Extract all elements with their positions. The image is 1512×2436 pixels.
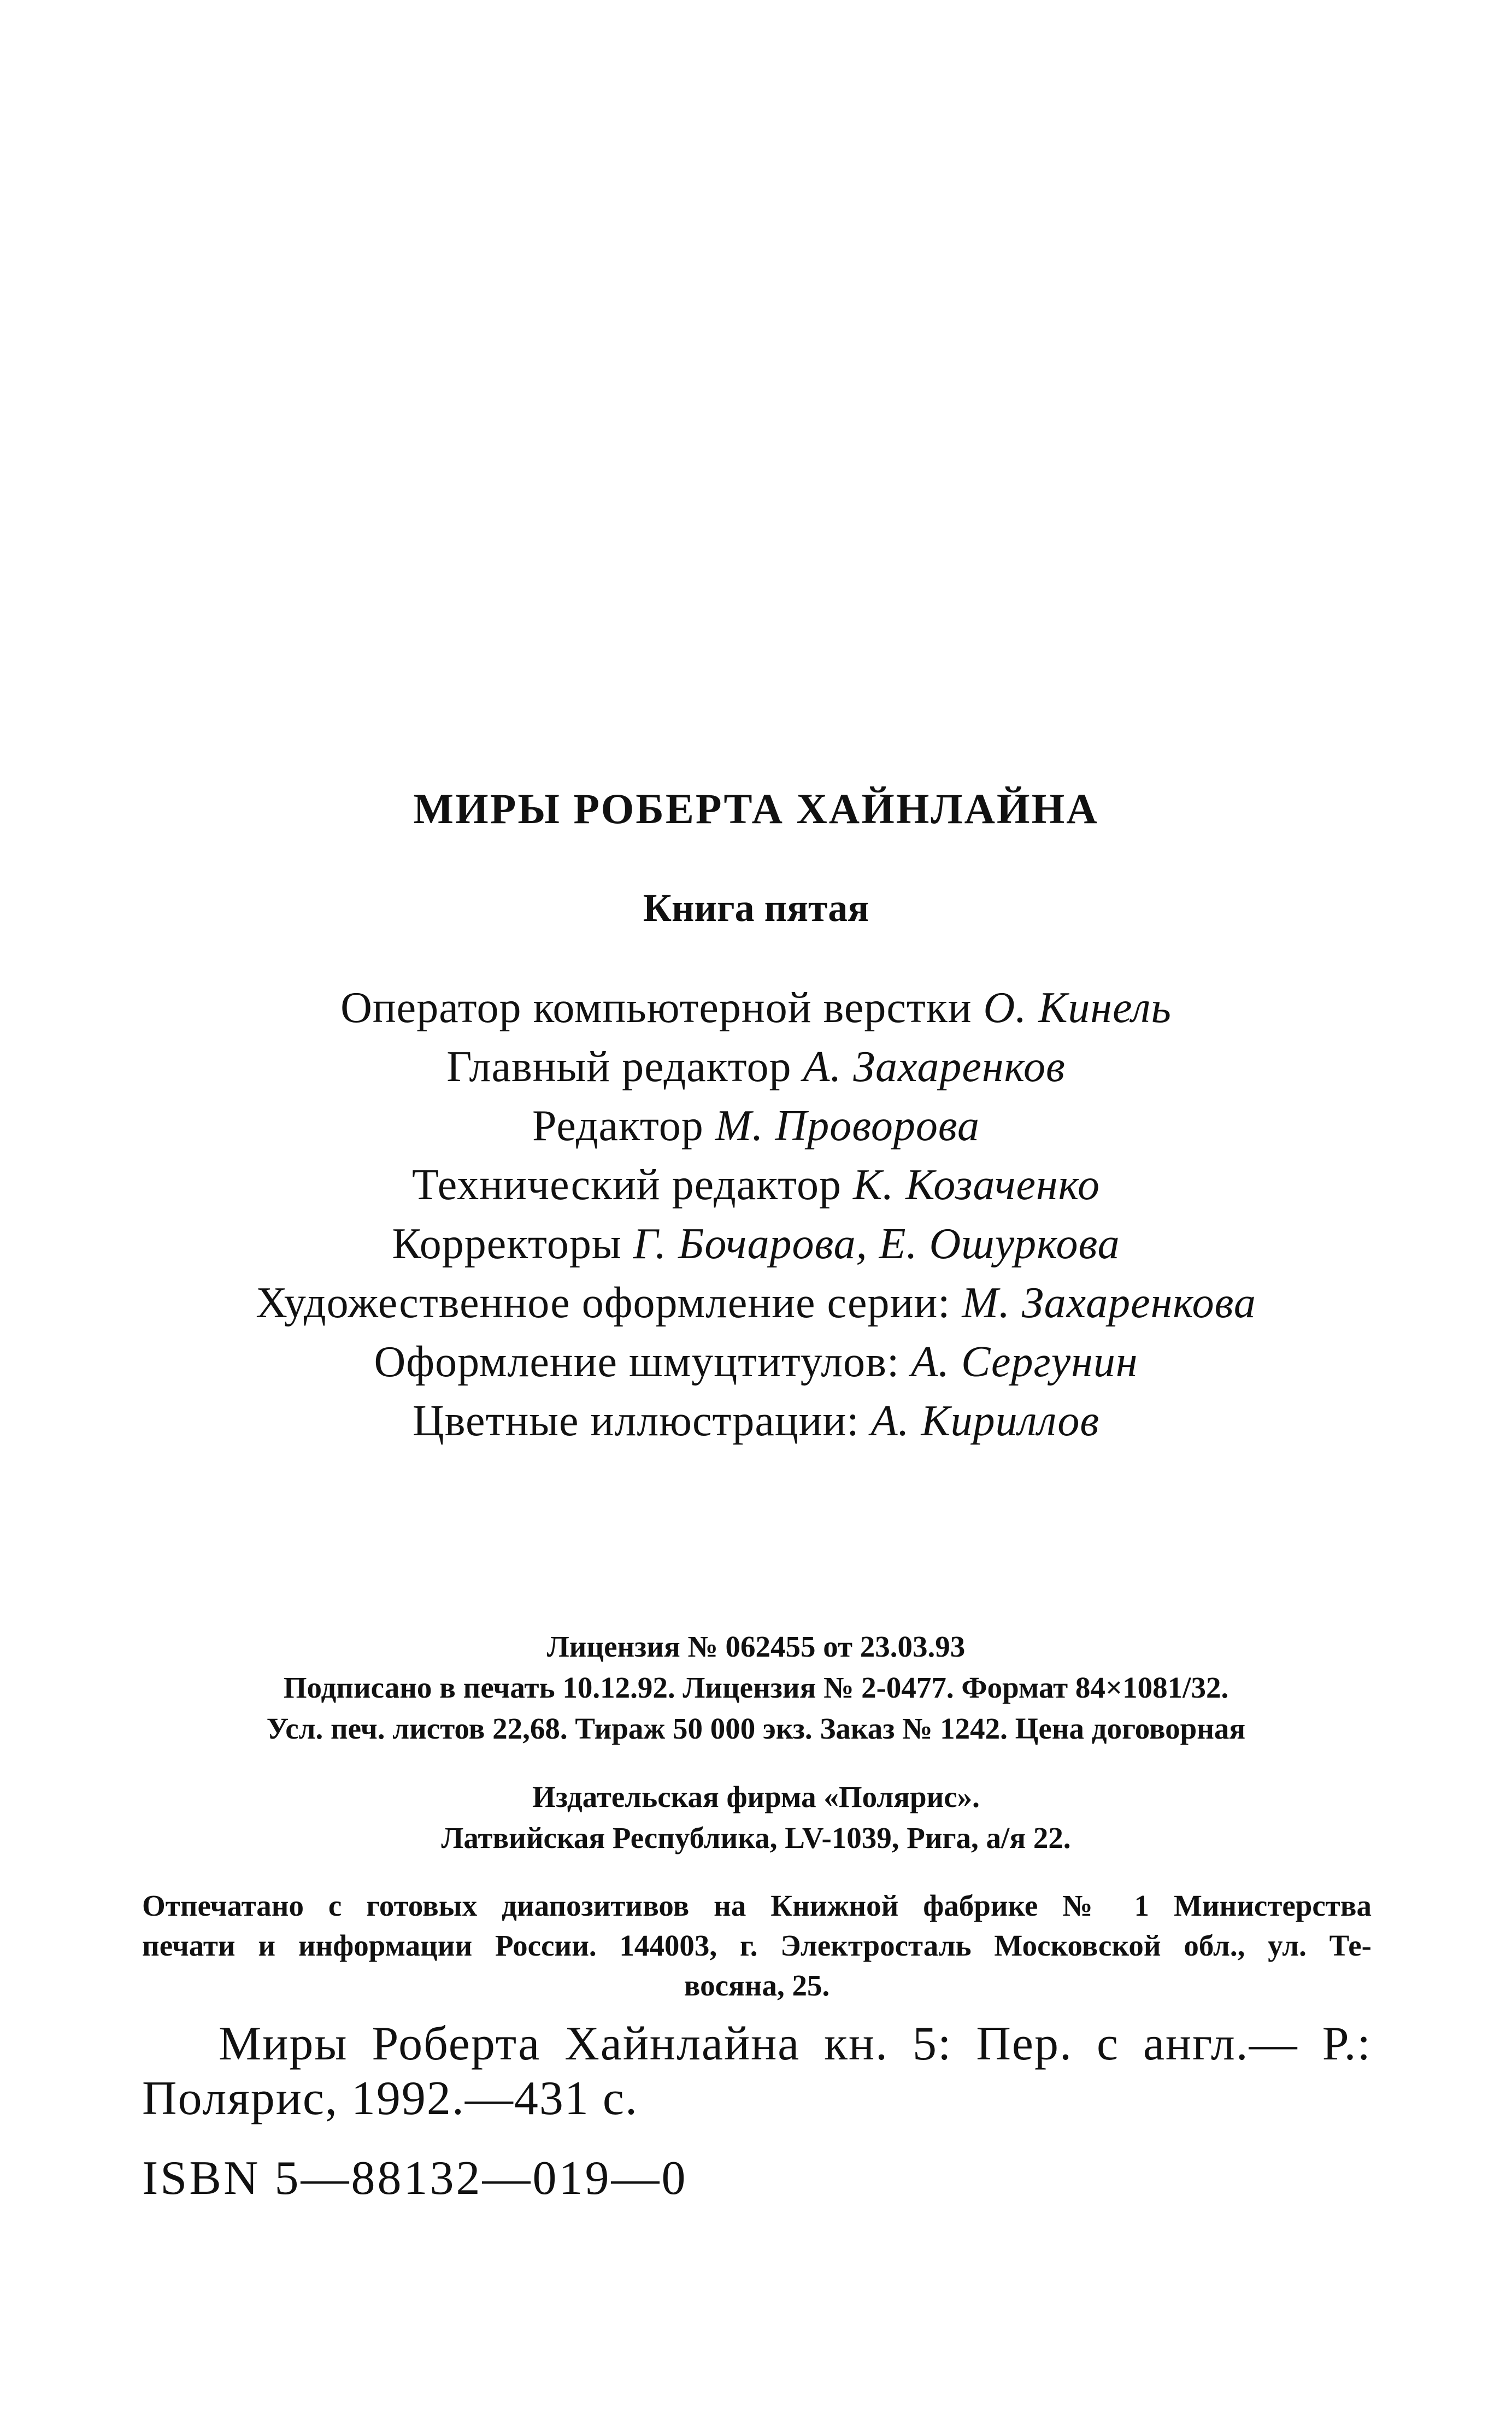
credit-line-editor: [0, 1096, 1512, 1155]
credit-role: Корректоры: [392, 1220, 622, 1268]
credit-name: О. Кинель: [983, 984, 1172, 1032]
credit-role: Редактор: [532, 1102, 704, 1150]
imprint-block: [0, 1626, 1512, 1749]
credit-name: Г. Бочарова, Е. Ошуркова: [633, 1220, 1120, 1268]
publisher-name: Издательская фирма «Полярис».: [532, 1780, 980, 1813]
printing-house-line: печати и информации России. 144003, г. Электросталь Московской обл., ул. Те-: [142, 1929, 1372, 1962]
credit-line-chief-editor: [0, 1037, 1512, 1096]
signed-to-print-line: Подписано в печать 10.12.92. Лицензия № 2-0477. Формат 84×1081/32.: [283, 1671, 1229, 1704]
credit-line-color-illustrations: [0, 1392, 1512, 1451]
credit-line-technical-editor: [0, 1155, 1512, 1214]
credit-name: А. Захаренков: [803, 1043, 1066, 1091]
catalog-line: Полярис, 1992.—431 с.: [142, 2072, 638, 2125]
isbn-number: ISBN 5—88132—019—0: [142, 2152, 688, 2205]
credit-name: М. Проворова: [715, 1102, 980, 1150]
credit-role: Оформление шмуцтитулов:: [374, 1338, 900, 1386]
credit-line-series-design: [0, 1273, 1512, 1333]
printing-house-line: восяна, 25.: [684, 1969, 830, 2002]
credit-line-proofreaders: [0, 1214, 1512, 1273]
publisher-address: Латвийская Республика, LV-1039, Рига, а/я 22.: [441, 1821, 1071, 1854]
credit-line-half-title-design: [0, 1333, 1512, 1392]
printing-house-line: Отпечатано с готовых диапозитивов на Книжной фабрике № 1 Министерства: [142, 1889, 1372, 1922]
credit-name: К. Козаченко: [852, 1161, 1101, 1209]
credits-block: [0, 978, 1512, 1451]
credit-role: Технический редактор: [411, 1161, 842, 1209]
license-line: Лицензия № 062455 от 23.03.93: [546, 1630, 966, 1663]
publisher-block: [0, 1776, 1512, 1858]
credit-name: А. Кириллов: [870, 1397, 1100, 1445]
book-series-title: МИРЫ РОБЕРТА ХАЙНЛАЙНА: [413, 785, 1099, 832]
book-volume-subtitle: Книга пятая: [643, 886, 869, 930]
print-run-line: Усл. печ. листов 22,68. Тираж 50 000 экз. Заказ № 1242. Цена договорная: [266, 1712, 1246, 1745]
catalog-line: Миры Роберта Хайнлайна кн. 5: Пер. с англ.— Р.:: [219, 2017, 1372, 2070]
catalog-entry: [142, 2017, 1372, 2126]
credit-role: Цветные иллюстрации:: [412, 1397, 860, 1445]
credit-name: А. Сергунин: [911, 1338, 1138, 1386]
credit-role: Художественное оформление серии:: [256, 1279, 951, 1327]
credit-role: Оператор компьютерной верстки: [340, 984, 972, 1032]
printing-house-block: [142, 1886, 1372, 2005]
credit-role: Главный редактор: [446, 1043, 792, 1091]
credit-name: М. Захаренкова: [962, 1279, 1256, 1327]
credit-line-layout-operator: [0, 978, 1512, 1037]
